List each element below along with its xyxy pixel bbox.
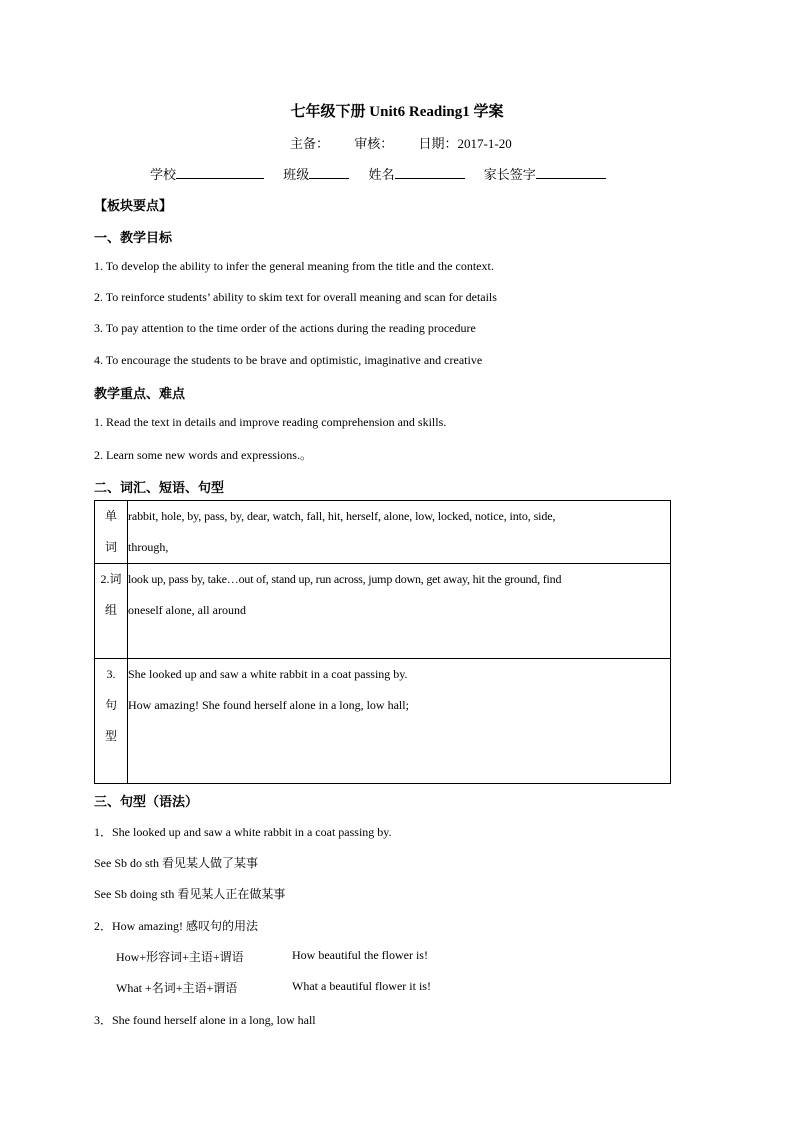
see-doing-pattern: See Sb doing sth 看见某人正在做某事 xyxy=(94,887,286,901)
phrases-cell: look up, pass by, take…out of, stand up, run across, jump down, get away, hit the ground, find oneself alone, all around xyxy=(128,564,671,659)
prepared-by-label: 主备： xyxy=(290,136,330,151)
meta-line xyxy=(290,133,512,152)
table-row xyxy=(95,564,671,659)
how-example: How beautiful the flower is! xyxy=(292,948,428,962)
document-title: 七年级下册 Unit6 Reading1 学案 xyxy=(290,104,504,120)
class-label: 班级 xyxy=(283,167,310,182)
class-field xyxy=(283,167,349,182)
school-label: 学校 xyxy=(150,167,177,182)
key-points-heading: 教学重点、难点 xyxy=(94,386,186,401)
vocabulary-table xyxy=(94,500,671,784)
vocabulary-heading: 二、词汇、短语、句型 xyxy=(94,480,225,495)
reviewed-by-label: 审核： xyxy=(354,136,394,151)
parent-signature-label: 家长签字 xyxy=(483,167,536,182)
what-pattern: What +名词+主语+谓语 xyxy=(116,981,238,995)
name-blank[interactable] xyxy=(395,166,465,179)
words-cell: rabbit, hole, by, pass, by, dear, watch, fall, hit, herself, alone, low, locked, notice, into, side, through, xyxy=(128,501,671,564)
sentences-cell: She looked up and saw a white rabbit in a coat passing by. How amazing! She found herself alone in a long, low hall; xyxy=(128,659,671,784)
what-pattern-row xyxy=(116,979,431,996)
pattern-item-2: 2．How amazing! 感叹句的用法 xyxy=(94,919,258,933)
goal-item: 2. To reinforce students’ ability to skim text for overall meaning and scan for details xyxy=(94,290,497,304)
pattern-item-1: 1．She looked up and saw a white rabbit in a coat passing by. xyxy=(94,825,392,839)
see-do-pattern: See Sb do sth 看见某人做了某事 xyxy=(94,856,259,870)
pattern-item-3: 3．She found herself alone in a long, low hall xyxy=(94,1013,316,1027)
school-blank[interactable] xyxy=(176,166,264,179)
parent-signature-field xyxy=(484,167,606,182)
goal-item: 1. To develop the ability to infer the general meaning from the title and the context. xyxy=(94,259,494,273)
what-example: What a beautiful flower it is! xyxy=(292,979,431,993)
parent-signature-blank[interactable] xyxy=(536,166,606,179)
goal-item: 3. To pay attention to the time order of the actions during the reading procedure xyxy=(94,321,476,335)
date-label: 日期：2017-1-20 xyxy=(418,136,512,151)
name-field xyxy=(369,167,465,182)
row-label-words: 单 词 xyxy=(95,501,128,564)
school-field xyxy=(150,167,264,182)
board-heading: 【板块要点】 xyxy=(94,198,173,213)
key-point-item: 1. Read the text in details and improve reading comprehension and skills. xyxy=(94,415,447,429)
key-point-item: 2. Learn some new words and expressions.。 xyxy=(94,448,312,462)
how-pattern: How+形容词+主语+谓语 xyxy=(116,950,244,964)
row-label-sentences: 3. 句 型 xyxy=(95,659,128,784)
sentence-patterns-heading: 三、句型（语法） xyxy=(94,794,199,809)
class-blank[interactable] xyxy=(309,166,349,179)
goal-item: 4. To encourage the students to be brave and optimistic, imaginative and creative xyxy=(94,353,483,367)
how-pattern-row xyxy=(116,948,428,965)
row-label-phrases: 2.词 组 xyxy=(95,564,128,659)
table-row xyxy=(95,501,671,564)
name-label: 姓名 xyxy=(368,167,395,182)
teaching-goals-heading: 一、教学目标 xyxy=(94,230,173,245)
student-info-line xyxy=(150,164,606,183)
table-row xyxy=(95,659,671,784)
